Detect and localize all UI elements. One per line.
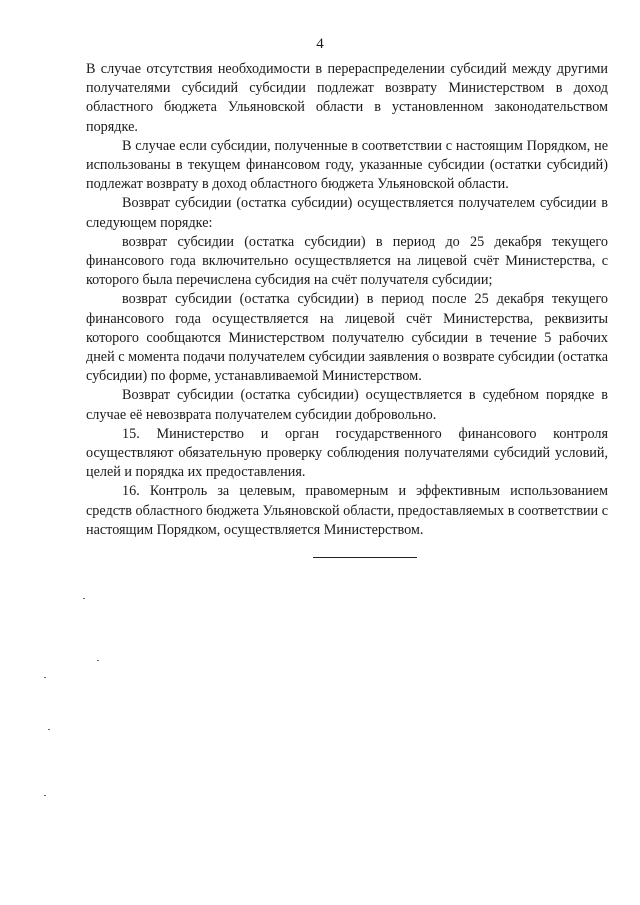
paragraph-unused-subsidies: В случае если субсидии, полученные в соответствии с настоящим Порядком, не использованы в текущем финансовом году, указанные субсидии (остатки субсидий) подлежат возврату в доход областного бюджета Ульяновской области. xyxy=(86,137,608,193)
paragraph-return-after-dec-25: возврат субсидии (остатка субсидии) в период после 25 декабря текущего финансового года осуществляется на лицевой счёт Министерства, реквизиты которого сообщаются Министерством получателю субсидии в течение 5 рабочих дней с момента подачи получателем субсидии заявления о возврате субсидии (остатка субсидии) по форме, устанавливаемой Министерством. xyxy=(86,291,608,385)
scan-speck xyxy=(97,660,99,661)
paragraph-clause-16: 16. Контроль за целевым, правомерным и эффективным использованием средств областного бюджета Ульяновской области, предоставляемых в соответствии с настоящим Порядком, осуществляется Министерством. xyxy=(86,483,608,538)
scan-speck xyxy=(44,795,46,796)
paragraph-clause-15: 15. Министерство и орган государственного финансового контроля осуществляют обязательную проверку соблюдения получателями субсидий условий, целей и порядка их предоставления. xyxy=(86,425,608,481)
scan-speck xyxy=(48,729,50,730)
paragraph-return-procedure: Возврат субсидии (остатка субсидии) осуществляется получателем субсидии в следующем порядке: xyxy=(86,195,608,231)
paragraph-return-redistribution: В случае отсутствия необходимости в перераспределении субсидий между другими получателями субсидий субсидии подлежат возврату Министерством в доход областного бюджета Ульяновской области в установленном законодательством порядке. xyxy=(86,61,608,135)
scan-speck xyxy=(44,677,46,678)
closing-rule xyxy=(313,557,417,558)
paragraph-judicial-return: Возврат субсидии (остатка субсидии) осуществляется в судебном порядке в случае её невозврата получателем субсидии добровольно. xyxy=(86,387,608,423)
document-body xyxy=(86,60,608,540)
page-number: 4 xyxy=(316,36,324,52)
paragraph-return-before-dec-25: возврат субсидии (остатка субсидии) в период до 25 декабря текущего финансового года включительно осуществляется на лицевой счёт Министерства, с которого была перечислена субсидия на счёт получателя субсидии; xyxy=(86,233,608,289)
scan-speck xyxy=(83,598,85,599)
